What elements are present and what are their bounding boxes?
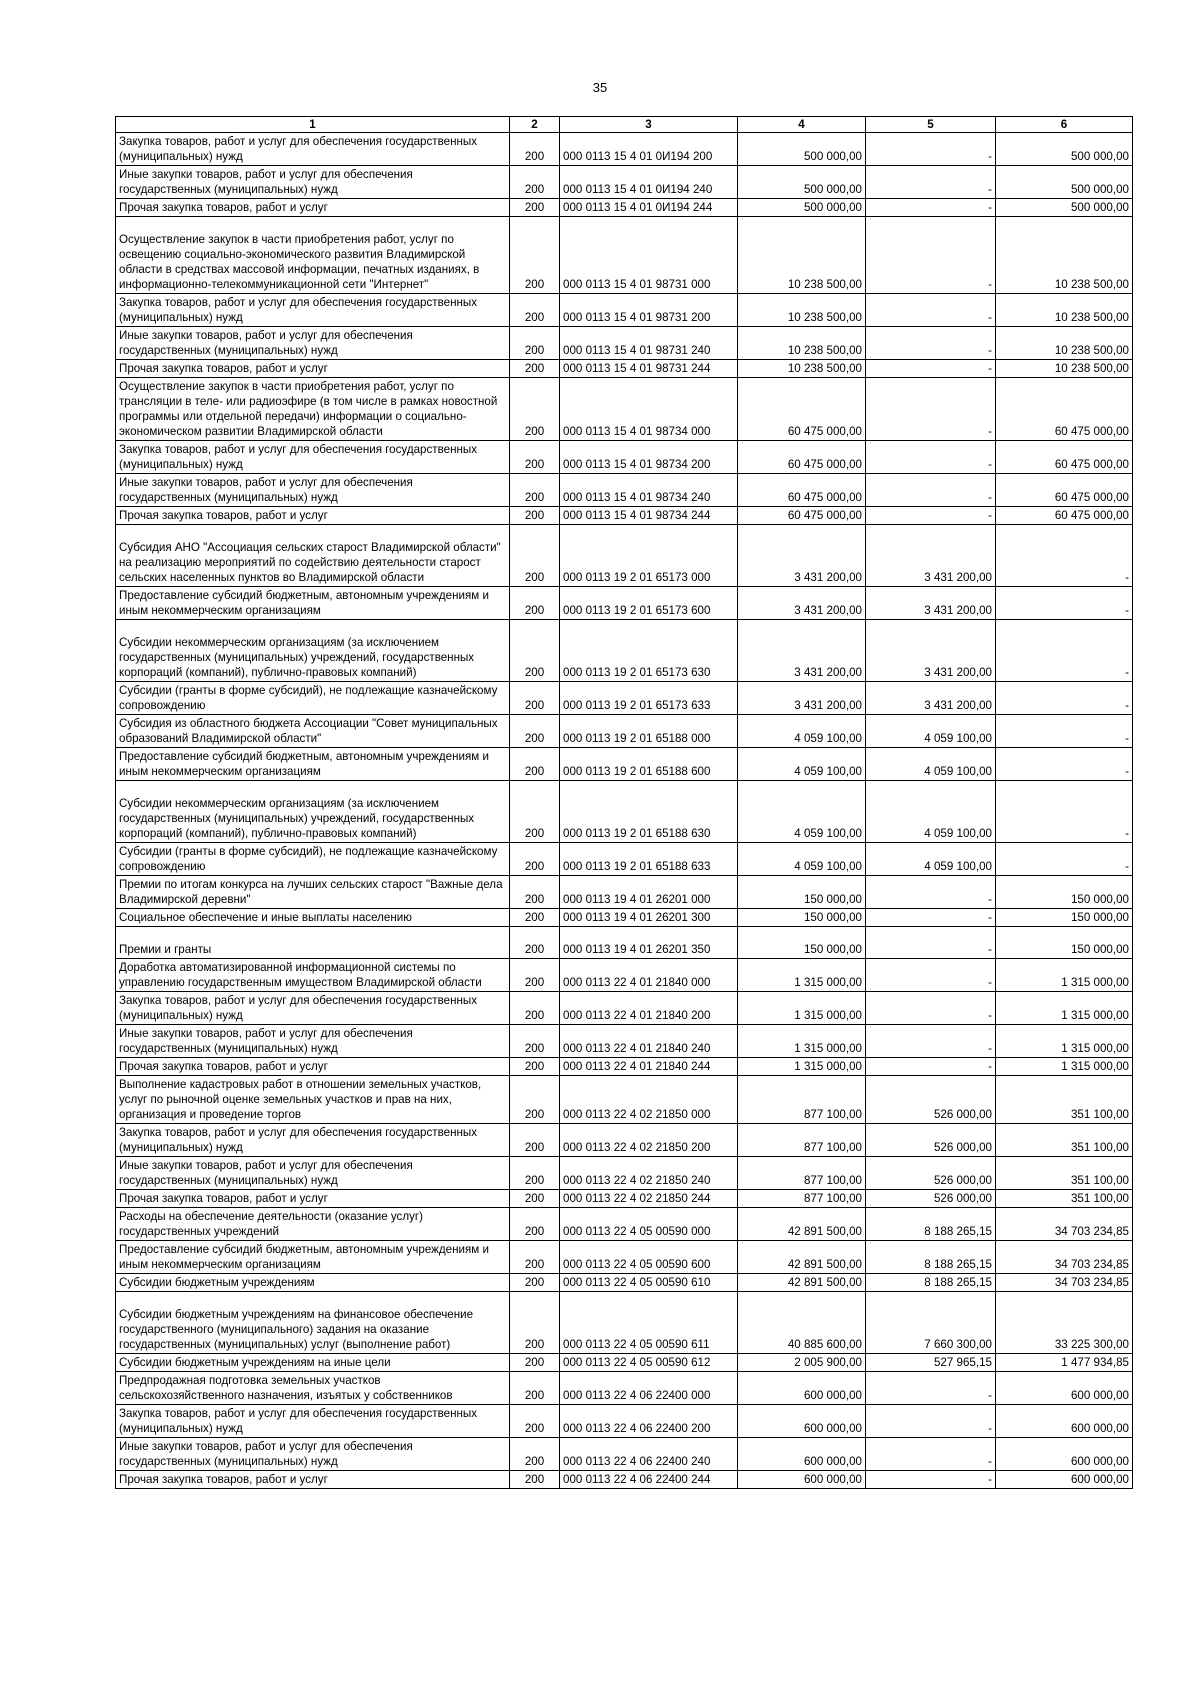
- row-value-6: 351 100,00: [996, 1076, 1133, 1124]
- row-name: Субсидии бюджетным учреждениям: [116, 1274, 510, 1292]
- row-code: 000 0113 19 4 01 26201 300: [560, 909, 738, 927]
- row-name: Прочая закупка товаров, работ и услуг: [116, 1058, 510, 1076]
- row-value-6: 351 100,00: [996, 1190, 1133, 1208]
- row-name: Субсидии бюджетным учреждениям на иные цели: [116, 1354, 510, 1372]
- row-value-5: -: [866, 474, 996, 507]
- table-row: [116, 587, 1133, 620]
- row-total: 60 475 000,00: [738, 378, 866, 441]
- row-code: 000 0113 22 4 05 00590 000: [560, 1208, 738, 1241]
- row-value-5: 8 188 265,15: [866, 1208, 996, 1241]
- row-value-6: 1 315 000,00: [996, 1025, 1133, 1058]
- row-code: 000 0113 22 4 05 00590 610: [560, 1274, 738, 1292]
- row-kvr: 200: [510, 217, 560, 294]
- row-total: 42 891 500,00: [738, 1208, 866, 1241]
- row-name: Предпродажная подготовка земельных участков сельскохозяйственного назначения, изъятых у собственников: [116, 1372, 510, 1405]
- table-row: [116, 1372, 1133, 1405]
- row-kvr: 200: [510, 587, 560, 620]
- row-value-6: 1 315 000,00: [996, 992, 1133, 1025]
- table-row: [116, 781, 1133, 843]
- row-total: 40 885 600,00: [738, 1292, 866, 1354]
- row-value-5: -: [866, 360, 996, 378]
- row-kvr: 200: [510, 133, 560, 166]
- row-value-6: 1 477 934,85: [996, 1354, 1133, 1372]
- table-row: [116, 166, 1133, 199]
- row-value-5: 526 000,00: [866, 1076, 996, 1124]
- row-kvr: 200: [510, 909, 560, 927]
- table-row: [116, 1241, 1133, 1274]
- row-value-6: 1 315 000,00: [996, 959, 1133, 992]
- row-kvr: 200: [510, 1372, 560, 1405]
- row-value-5: -: [866, 876, 996, 909]
- row-name: Осуществление закупок в части приобретения работ, услуг по освещению социально-экономического развития Владимирской области в средствах массовой информации, печатных изданиях, в информационно-телекоммуникационной сети "Интернет": [116, 217, 510, 294]
- row-value-6: 10 238 500,00: [996, 217, 1133, 294]
- row-kvr: 200: [510, 1076, 560, 1124]
- row-name: Социальное обеспечение и иные выплаты населению: [116, 909, 510, 927]
- row-total: 877 100,00: [738, 1124, 866, 1157]
- table-row: [116, 1292, 1133, 1354]
- row-value-5: -: [866, 441, 996, 474]
- row-kvr: 200: [510, 1124, 560, 1157]
- row-code: 000 0113 19 2 01 65173 000: [560, 525, 738, 587]
- row-total: 3 431 200,00: [738, 620, 866, 682]
- row-value-6: 150 000,00: [996, 909, 1133, 927]
- row-kvr: 200: [510, 1438, 560, 1471]
- row-code: 000 0113 19 2 01 65188 630: [560, 781, 738, 843]
- row-kvr: 200: [510, 1292, 560, 1354]
- row-value-6: 600 000,00: [996, 1471, 1133, 1489]
- table-row: [116, 441, 1133, 474]
- table-row: [116, 525, 1133, 587]
- table-row: [116, 843, 1133, 876]
- row-name: Прочая закупка товаров, работ и услуг: [116, 1190, 510, 1208]
- row-name: Доработка автоматизированной информационной системы по управлению государственным имуществом Владимирской области: [116, 959, 510, 992]
- row-kvr: 200: [510, 507, 560, 525]
- row-value-6: 10 238 500,00: [996, 360, 1133, 378]
- row-total: 10 238 500,00: [738, 217, 866, 294]
- row-value-6: 351 100,00: [996, 1124, 1133, 1157]
- row-total: 2 005 900,00: [738, 1354, 866, 1372]
- row-name: Субсидия АНО "Ассоциация сельских старост Владимирской области" на реализацию мероприятий по содействию деятельности старост сельских населенных пунктов во Владимирской области: [116, 525, 510, 587]
- row-total: 10 238 500,00: [738, 294, 866, 327]
- row-kvr: 200: [510, 927, 560, 959]
- row-name: Субсидии некоммерческим организациям (за исключением государственных (муниципальных) учреждений, государственных корпораций (компаний), публично-правовых компаний): [116, 781, 510, 843]
- row-total: 500 000,00: [738, 166, 866, 199]
- table-row: [116, 1025, 1133, 1058]
- row-total: 877 100,00: [738, 1190, 866, 1208]
- table-row: [116, 959, 1133, 992]
- row-code: 000 0113 15 4 01 98731 244: [560, 360, 738, 378]
- row-value-5: -: [866, 507, 996, 525]
- row-value-6: -: [996, 525, 1133, 587]
- row-kvr: 200: [510, 748, 560, 781]
- row-total: 500 000,00: [738, 199, 866, 217]
- table-row: [116, 927, 1133, 959]
- row-kvr: 200: [510, 166, 560, 199]
- column-header-1: 1: [116, 117, 510, 133]
- row-total: 60 475 000,00: [738, 474, 866, 507]
- row-code: 000 0113 15 4 01 98734 000: [560, 378, 738, 441]
- row-code: 000 0113 15 4 01 98734 244: [560, 507, 738, 525]
- row-kvr: 200: [510, 1241, 560, 1274]
- row-value-6: 500 000,00: [996, 166, 1133, 199]
- row-code: 000 0113 15 4 01 98731 000: [560, 217, 738, 294]
- row-value-6: 600 000,00: [996, 1372, 1133, 1405]
- table-row: [116, 217, 1133, 294]
- row-value-6: 500 000,00: [996, 199, 1133, 217]
- row-name: Субсидии некоммерческим организациям (за исключением государственных (муниципальных) учреждений, государственных корпораций (компаний), публично-правовых компаний): [116, 620, 510, 682]
- row-value-5: 4 059 100,00: [866, 715, 996, 748]
- page-number: 35: [592, 80, 608, 95]
- row-name: Прочая закупка товаров, работ и услуг: [116, 199, 510, 217]
- row-name: Выполнение кадастровых работ в отношении земельных участков, услуг по рыночной оценке земельных участков и прав на них, организация и проведение торгов: [116, 1076, 510, 1124]
- row-code: 000 0113 22 4 02 21850 000: [560, 1076, 738, 1124]
- row-kvr: 200: [510, 682, 560, 715]
- row-code: 000 0113 22 4 01 21840 000: [560, 959, 738, 992]
- row-value-5: 526 000,00: [866, 1124, 996, 1157]
- row-value-5: 3 431 200,00: [866, 525, 996, 587]
- row-code: 000 0113 15 4 01 0И194 244: [560, 199, 738, 217]
- row-code: 000 0113 15 4 01 0И194 200: [560, 133, 738, 166]
- row-total: 4 059 100,00: [738, 715, 866, 748]
- row-value-5: 527 965,15: [866, 1354, 996, 1372]
- row-name: Иные закупки товаров, работ и услуг для обеспечения государственных (муниципальных) нужд: [116, 327, 510, 360]
- row-total: 3 431 200,00: [738, 587, 866, 620]
- row-code: 000 0113 15 4 01 98734 240: [560, 474, 738, 507]
- table-row: [116, 133, 1133, 166]
- row-value-6: -: [996, 587, 1133, 620]
- row-value-6: 34 703 234,85: [996, 1274, 1133, 1292]
- row-value-6: 500 000,00: [996, 133, 1133, 166]
- table-row: [116, 1438, 1133, 1471]
- row-name: Закупка товаров, работ и услуг для обеспечения государственных (муниципальных) нужд: [116, 294, 510, 327]
- row-total: 1 315 000,00: [738, 959, 866, 992]
- row-total: 877 100,00: [738, 1157, 866, 1190]
- row-kvr: 200: [510, 1274, 560, 1292]
- row-value-6: 33 225 300,00: [996, 1292, 1133, 1354]
- row-code: 000 0113 22 4 01 21840 200: [560, 992, 738, 1025]
- row-value-5: -: [866, 199, 996, 217]
- table-row: [116, 1076, 1133, 1124]
- row-name: Субсидии бюджетным учреждениям на финансовое обеспечение государственного (муниципального) задания на оказание государственных (муниципальных) услуг (выполнение работ): [116, 1292, 510, 1354]
- row-code: 000 0113 19 2 01 65188 000: [560, 715, 738, 748]
- row-kvr: 200: [510, 1190, 560, 1208]
- row-code: 000 0113 22 4 01 21840 244: [560, 1058, 738, 1076]
- table-header: [116, 117, 1133, 133]
- row-code: 000 0113 19 2 01 65188 633: [560, 843, 738, 876]
- row-value-5: -: [866, 992, 996, 1025]
- row-code: 000 0113 15 4 01 98731 200: [560, 294, 738, 327]
- row-total: 1 315 000,00: [738, 1058, 866, 1076]
- row-value-5: -: [866, 327, 996, 360]
- column-header-2: 2: [510, 117, 560, 133]
- row-code: 000 0113 19 4 01 26201 350: [560, 927, 738, 959]
- table-row: [116, 360, 1133, 378]
- row-total: 1 315 000,00: [738, 992, 866, 1025]
- row-value-6: 10 238 500,00: [996, 327, 1133, 360]
- row-name: Осуществление закупок в части приобретения работ, услуг по трансляции в теле- или радиоэфире (в том числе в рамках новостной программы или отдельной передачи) информации о социально-экономическом развитии Владимирской области: [116, 378, 510, 441]
- row-value-5: 3 431 200,00: [866, 620, 996, 682]
- table-row: [116, 327, 1133, 360]
- row-value-6: 600 000,00: [996, 1438, 1133, 1471]
- row-name: Премии по итогам конкурса на лучших сельских старост "Важные дела Владимирской деревни": [116, 876, 510, 909]
- row-total: 150 000,00: [738, 927, 866, 959]
- table-row: [116, 294, 1133, 327]
- row-name: Прочая закупка товаров, работ и услуг: [116, 1471, 510, 1489]
- row-value-6: 351 100,00: [996, 1157, 1133, 1190]
- row-kvr: 200: [510, 1354, 560, 1372]
- row-kvr: 200: [510, 1025, 560, 1058]
- table-row: [116, 620, 1133, 682]
- row-code: 000 0113 22 4 06 22400 200: [560, 1405, 738, 1438]
- row-value-6: 60 475 000,00: [996, 474, 1133, 507]
- row-value-5: -: [866, 133, 996, 166]
- table-row: [116, 715, 1133, 748]
- row-kvr: 200: [510, 781, 560, 843]
- row-name: Закупка товаров, работ и услуг для обеспечения государственных (муниципальных) нужд: [116, 133, 510, 166]
- row-value-5: 526 000,00: [866, 1190, 996, 1208]
- row-value-6: -: [996, 682, 1133, 715]
- row-value-5: -: [866, 1058, 996, 1076]
- row-total: 600 000,00: [738, 1405, 866, 1438]
- table-row: [116, 1405, 1133, 1438]
- row-code: 000 0113 22 4 06 22400 000: [560, 1372, 738, 1405]
- row-name: Закупка товаров, работ и услуг для обеспечения государственных (муниципальных) нужд: [116, 1405, 510, 1438]
- row-kvr: 200: [510, 620, 560, 682]
- row-value-5: -: [866, 927, 996, 959]
- row-name: Субсидия из областного бюджета Ассоциации "Совет муниципальных образований Владимирской области": [116, 715, 510, 748]
- row-value-5: -: [866, 166, 996, 199]
- row-value-6: -: [996, 748, 1133, 781]
- row-value-5: 3 431 200,00: [866, 587, 996, 620]
- row-value-5: 4 059 100,00: [866, 843, 996, 876]
- table-row: [116, 876, 1133, 909]
- row-kvr: 200: [510, 199, 560, 217]
- table-row: [116, 682, 1133, 715]
- row-value-6: 60 475 000,00: [996, 441, 1133, 474]
- row-total: 4 059 100,00: [738, 748, 866, 781]
- row-code: 000 0113 22 4 05 00590 600: [560, 1241, 738, 1274]
- row-total: 150 000,00: [738, 909, 866, 927]
- row-name: Расходы на обеспечение деятельности (оказание услуг) государственных учреждений: [116, 1208, 510, 1241]
- row-total: 4 059 100,00: [738, 781, 866, 843]
- row-code: 000 0113 15 4 01 0И194 240: [560, 166, 738, 199]
- table-row: [116, 1124, 1133, 1157]
- row-kvr: 200: [510, 360, 560, 378]
- column-header-6: 6: [996, 117, 1133, 133]
- row-value-6: 600 000,00: [996, 1405, 1133, 1438]
- row-total: 10 238 500,00: [738, 360, 866, 378]
- row-code: 000 0113 22 4 02 21850 200: [560, 1124, 738, 1157]
- row-name: Иные закупки товаров, работ и услуг для обеспечения государственных (муниципальных) нужд: [116, 1025, 510, 1058]
- row-name: Иные закупки товаров, работ и услуг для обеспечения государственных (муниципальных) нужд: [116, 1438, 510, 1471]
- row-kvr: 200: [510, 474, 560, 507]
- row-code: 000 0113 22 4 06 22400 244: [560, 1471, 738, 1489]
- row-code: 000 0113 15 4 01 98734 200: [560, 441, 738, 474]
- row-value-5: 8 188 265,15: [866, 1241, 996, 1274]
- row-value-6: 34 703 234,85: [996, 1208, 1133, 1241]
- table-row: [116, 474, 1133, 507]
- row-value-6: 60 475 000,00: [996, 507, 1133, 525]
- row-value-5: -: [866, 1405, 996, 1438]
- budget-table: [115, 116, 1133, 1489]
- row-total: 600 000,00: [738, 1471, 866, 1489]
- row-total: 500 000,00: [738, 133, 866, 166]
- row-value-5: -: [866, 294, 996, 327]
- row-name: Субсидии (гранты в форме субсидий), не подлежащие казначейскому сопровождению: [116, 682, 510, 715]
- column-header-5: 5: [866, 117, 996, 133]
- row-value-5: 4 059 100,00: [866, 748, 996, 781]
- row-value-6: -: [996, 843, 1133, 876]
- table-row: [116, 1354, 1133, 1372]
- row-value-5: -: [866, 909, 996, 927]
- row-total: 42 891 500,00: [738, 1274, 866, 1292]
- row-value-5: -: [866, 1471, 996, 1489]
- row-name: Предоставление субсидий бюджетным, автономным учреждениям и иным некоммерческим организациям: [116, 587, 510, 620]
- row-value-6: -: [996, 715, 1133, 748]
- table-body: [116, 133, 1133, 1489]
- row-kvr: 200: [510, 1208, 560, 1241]
- row-value-6: -: [996, 620, 1133, 682]
- row-code: 000 0113 22 4 02 21850 240: [560, 1157, 738, 1190]
- table-row: [116, 507, 1133, 525]
- row-total: 150 000,00: [738, 876, 866, 909]
- row-total: 600 000,00: [738, 1372, 866, 1405]
- row-kvr: 200: [510, 441, 560, 474]
- row-total: 3 431 200,00: [738, 682, 866, 715]
- row-name: Предоставление субсидий бюджетным, автономным учреждениям и иным некоммерческим организациям: [116, 748, 510, 781]
- row-code: 000 0113 19 2 01 65173 633: [560, 682, 738, 715]
- row-value-6: 150 000,00: [996, 927, 1133, 959]
- table-row: [116, 1274, 1133, 1292]
- table-row: [116, 1157, 1133, 1190]
- row-kvr: 200: [510, 1471, 560, 1489]
- row-value-5: -: [866, 959, 996, 992]
- row-value-5: -: [866, 1025, 996, 1058]
- table-row: [116, 378, 1133, 441]
- row-kvr: 200: [510, 327, 560, 360]
- row-kvr: 200: [510, 1405, 560, 1438]
- row-kvr: 200: [510, 525, 560, 587]
- row-total: 60 475 000,00: [738, 441, 866, 474]
- row-value-5: 526 000,00: [866, 1157, 996, 1190]
- row-value-6: 1 315 000,00: [996, 1058, 1133, 1076]
- row-total: 3 431 200,00: [738, 525, 866, 587]
- row-code: 000 0113 19 2 01 65188 600: [560, 748, 738, 781]
- row-name: Прочая закупка товаров, работ и услуг: [116, 360, 510, 378]
- row-value-6: 34 703 234,85: [996, 1241, 1133, 1274]
- row-value-5: 7 660 300,00: [866, 1292, 996, 1354]
- row-total: 1 315 000,00: [738, 1025, 866, 1058]
- row-value-5: -: [866, 1438, 996, 1471]
- row-code: 000 0113 22 4 02 21850 244: [560, 1190, 738, 1208]
- row-name: Иные закупки товаров, работ и услуг для обеспечения государственных (муниципальных) нужд: [116, 1157, 510, 1190]
- row-code: 000 0113 22 4 01 21840 240: [560, 1025, 738, 1058]
- row-code: 000 0113 19 2 01 65173 600: [560, 587, 738, 620]
- row-code: 000 0113 19 4 01 26201 000: [560, 876, 738, 909]
- table-row: [116, 1058, 1133, 1076]
- table-row: [116, 1190, 1133, 1208]
- row-total: 877 100,00: [738, 1076, 866, 1124]
- row-name: Закупка товаров, работ и услуг для обеспечения государственных (муниципальных) нужд: [116, 992, 510, 1025]
- row-value-6: 150 000,00: [996, 876, 1133, 909]
- row-name: Закупка товаров, работ и услуг для обеспечения государственных (муниципальных) нужд: [116, 441, 510, 474]
- row-name: Иные закупки товаров, работ и услуг для обеспечения государственных (муниципальных) нужд: [116, 474, 510, 507]
- row-value-5: -: [866, 1372, 996, 1405]
- row-kvr: 200: [510, 378, 560, 441]
- row-total: 42 891 500,00: [738, 1241, 866, 1274]
- table-row: [116, 909, 1133, 927]
- row-value-6: -: [996, 781, 1133, 843]
- row-name: Закупка товаров, работ и услуг для обеспечения государственных (муниципальных) нужд: [116, 1124, 510, 1157]
- row-code: 000 0113 22 4 06 22400 240: [560, 1438, 738, 1471]
- table-row: [116, 1208, 1133, 1241]
- table-row: [116, 748, 1133, 781]
- row-kvr: 200: [510, 992, 560, 1025]
- row-code: 000 0113 22 4 05 00590 611: [560, 1292, 738, 1354]
- table-row: [116, 992, 1133, 1025]
- table-row: [116, 1471, 1133, 1489]
- row-value-5: 8 188 265,15: [866, 1274, 996, 1292]
- row-value-5: 3 431 200,00: [866, 682, 996, 715]
- row-code: 000 0113 15 4 01 98731 240: [560, 327, 738, 360]
- header-row: [116, 117, 1133, 133]
- row-value-5: -: [866, 217, 996, 294]
- row-kvr: 200: [510, 876, 560, 909]
- row-kvr: 200: [510, 715, 560, 748]
- row-name: Субсидии (гранты в форме субсидий), не подлежащие казначейскому сопровождению: [116, 843, 510, 876]
- row-kvr: 200: [510, 1157, 560, 1190]
- row-total: 4 059 100,00: [738, 843, 866, 876]
- table-row: [116, 199, 1133, 217]
- row-value-5: -: [866, 378, 996, 441]
- row-kvr: 200: [510, 294, 560, 327]
- row-total: 10 238 500,00: [738, 327, 866, 360]
- row-name: Прочая закупка товаров, работ и услуг: [116, 507, 510, 525]
- row-total: 600 000,00: [738, 1438, 866, 1471]
- row-name: Премии и гранты: [116, 927, 510, 959]
- row-name: Предоставление субсидий бюджетным, автономным учреждениям и иным некоммерческим организациям: [116, 1241, 510, 1274]
- row-kvr: 200: [510, 959, 560, 992]
- row-name: Иные закупки товаров, работ и услуг для обеспечения государственных (муниципальных) нужд: [116, 166, 510, 199]
- row-code: 000 0113 22 4 05 00590 612: [560, 1354, 738, 1372]
- column-header-4: 4: [738, 117, 866, 133]
- column-header-3: 3: [560, 117, 738, 133]
- row-total: 60 475 000,00: [738, 507, 866, 525]
- row-kvr: 200: [510, 1058, 560, 1076]
- row-kvr: 200: [510, 843, 560, 876]
- row-value-6: 10 238 500,00: [996, 294, 1133, 327]
- row-value-5: 4 059 100,00: [866, 781, 996, 843]
- row-value-6: 60 475 000,00: [996, 378, 1133, 441]
- row-code: 000 0113 19 2 01 65173 630: [560, 620, 738, 682]
